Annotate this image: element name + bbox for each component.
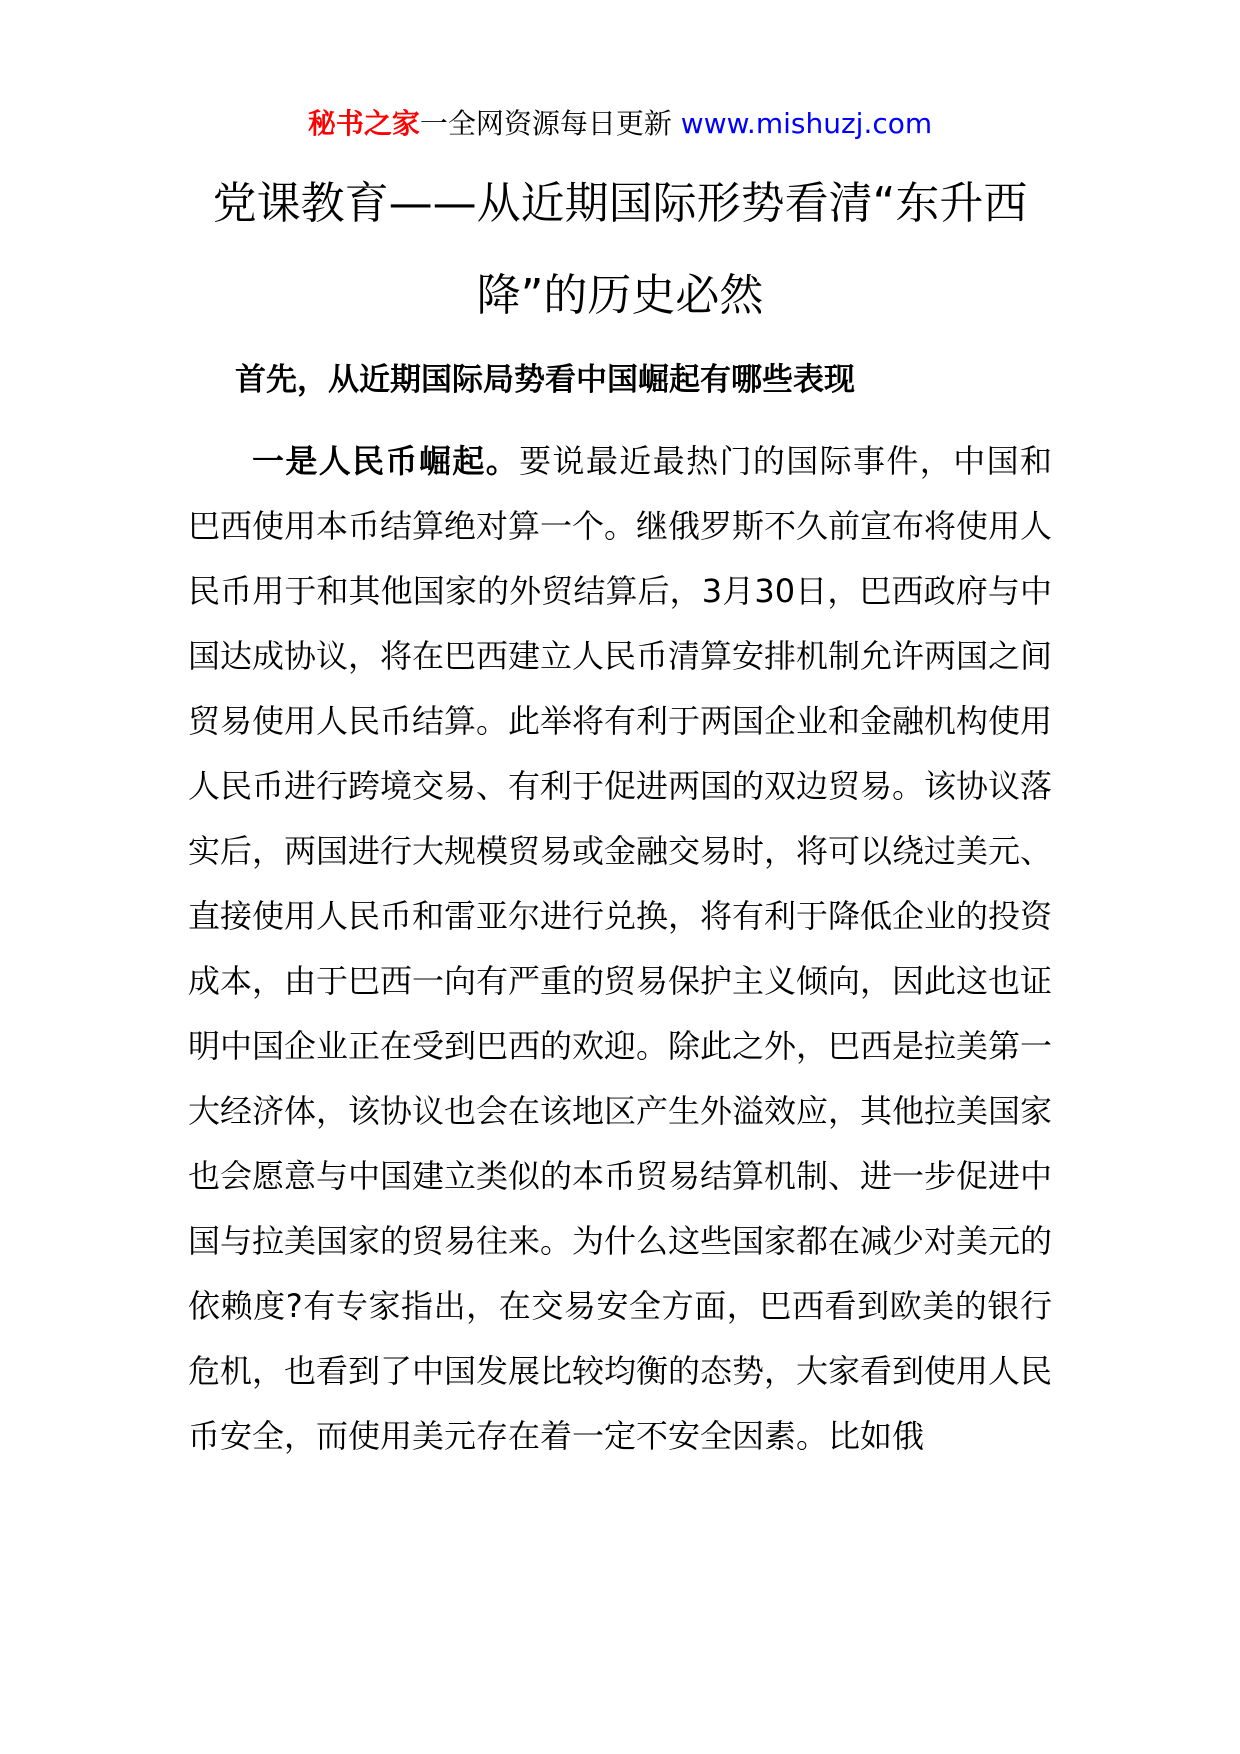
document-title: 党课教育——从近期国际形势看清“东升西降”的历史必然 (212, 178, 1028, 321)
section-heading: 首先，从近期国际局势看中国崛起有哪些表现 (235, 362, 855, 398)
site-brand: 秘书之家 (307, 107, 420, 140)
body-paragraph (188, 429, 1052, 1469)
paragraph-lead: 一是人民币崛起。 (252, 442, 520, 480)
site-tagline: 一全网资源每日更新 (419, 107, 672, 140)
paragraph-text: 要说最近最热门的国际事件，中国和巴西使用本币结算绝对算一个。继俄罗斯不久前宣布将使用人民币用于和其他国家的外贸结算后，3月30日，巴西政府与中国达成协议，将在巴西建立人民币清算安排机制允许两国之间贸易使用人民币结算。此举将有利于两国企业和金融机构使用人民币进行跨境交易、有利于促进两国的双边贸易。该协议落实后，两国进行大规模贸易或金融交易时，将可以绕过美元、直接使用人民币和雷亚尔进行兑换，将有利于降低企业的投资成本，由于巴西一向有严重的贸易保护主义倾向，因此这也证明中国企业正在受到巴西的欢迎。除此之外，巴西是拉美第一大经济体，该协议也会在该地区产生外溢效应，其他拉美国家也会愿意与中国建立类似的本币贸易结算机制、进一步促进中国与拉美国家的贸易往来。为什么这些国家都在减少对美元的依赖度?有专家指出，在交易安全方面，巴西看到欧美的银行危机，也看到了中国发展比较均衡的态势，大家看到使用人民币安全，而使用美元存在着一定不安全因素。比如俄 (188, 442, 1053, 1455)
site-url-link[interactable]: www.mishuzj.com (680, 107, 933, 140)
site-header (0, 100, 1240, 148)
